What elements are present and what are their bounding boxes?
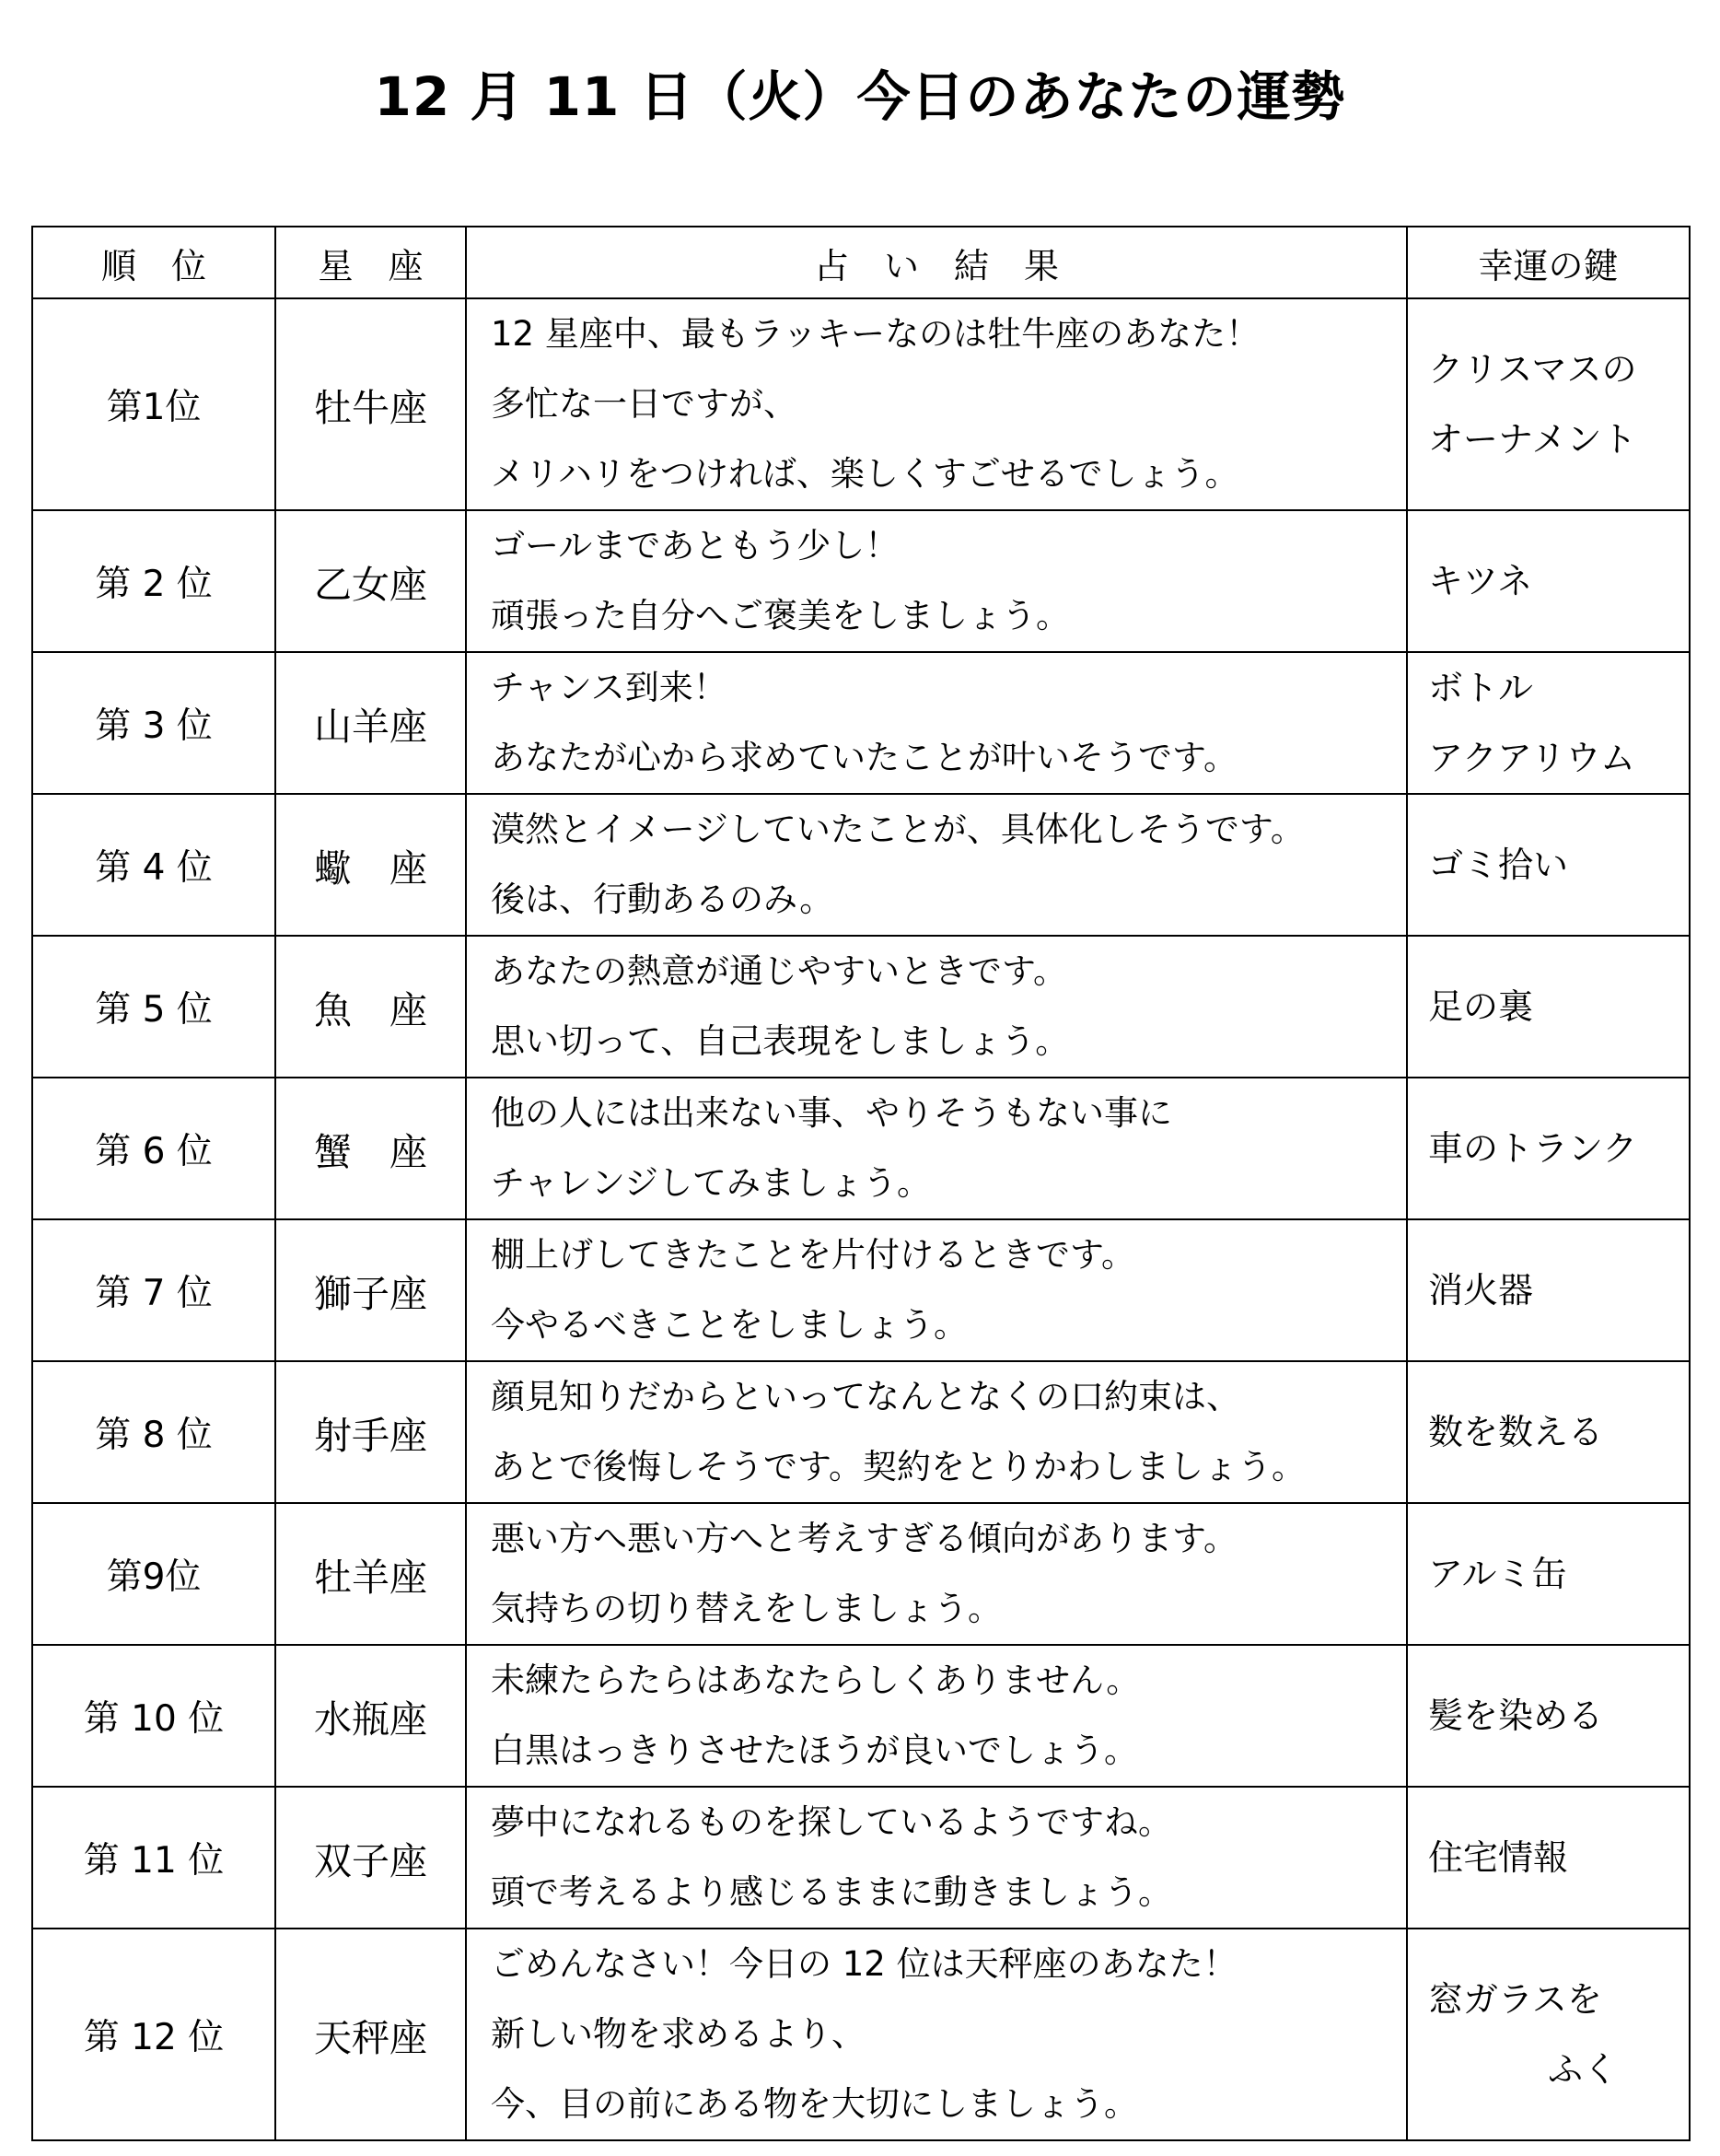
table-row xyxy=(32,652,1690,794)
table-row xyxy=(32,510,1690,652)
fortune-result-line: 多忙な一日ですが、 xyxy=(491,384,797,424)
fortune-result-line: 頑張った自分へご褒美をしましょう。 xyxy=(491,596,1070,635)
rank-cell: 第 4 位 xyxy=(32,794,275,936)
lucky-key-line: ボトル xyxy=(1428,668,1534,708)
fortune-result-cell xyxy=(466,794,1407,936)
fortune-result-line: 他の人には出来ない事、やりそうもない事に xyxy=(491,1093,1172,1133)
zodiac-sign-cell: 蠍 座 xyxy=(275,794,466,936)
lucky-key-line: アクアリウム xyxy=(1428,738,1635,778)
table-row xyxy=(32,1078,1690,1219)
table-row xyxy=(32,1787,1690,1929)
fortune-result-line: 気持ちの切り替えをしましょう。 xyxy=(491,1589,1002,1628)
zodiac-sign-cell: 牡牛座 xyxy=(275,298,466,510)
lucky-key-cell xyxy=(1407,794,1690,936)
rank-cell: 第9位 xyxy=(32,1503,275,1645)
fortune-result-line: 今、目の前にある物を大切にしましょう。 xyxy=(491,2084,1138,2124)
lucky-key-cell xyxy=(1407,1219,1690,1361)
zodiac-sign-cell: 双子座 xyxy=(275,1787,466,1929)
table-row xyxy=(32,1645,1690,1787)
fortune-result-line: 夢中になれるものを探しているようですね。 xyxy=(491,1802,1172,1842)
zodiac-sign-cell: 蟹 座 xyxy=(275,1078,466,1219)
fortune-result-line: 頭で考えるより感じるままに動きましょう。 xyxy=(491,1872,1172,1912)
lucky-key-cell xyxy=(1407,652,1690,794)
lucky-key-line: 窓ガラスを xyxy=(1428,1979,1602,2020)
lucky-key-line: ふく xyxy=(1548,2049,1619,2090)
fortune-result-line: 後は、行動あるのみ。 xyxy=(491,880,834,919)
lucky-key-cell xyxy=(1407,1503,1690,1645)
table-row xyxy=(32,1219,1690,1361)
horoscope-table xyxy=(31,226,1691,2141)
zodiac-sign-cell: 射手座 xyxy=(275,1361,466,1503)
fortune-result-cell xyxy=(466,1219,1407,1361)
lucky-key-line: 住宅情報 xyxy=(1428,1837,1569,1878)
fortune-result-line: 新しい物を求めるより、 xyxy=(491,2014,866,2054)
lucky-key-line: 髪を染める xyxy=(1428,1696,1604,1736)
zodiac-sign-cell: 獅子座 xyxy=(275,1219,466,1361)
rank-cell: 第 2 位 xyxy=(32,510,275,652)
table-row xyxy=(32,1929,1690,2140)
rank-cell: 第 7 位 xyxy=(32,1219,275,1361)
lucky-key-cell xyxy=(1407,1787,1690,1929)
zodiac-sign-cell: 天秤座 xyxy=(275,1929,466,2140)
rank-cell: 第 10 位 xyxy=(32,1645,275,1787)
fortune-result-line: 漠然とイメージしていたことが、具体化しそうです。 xyxy=(491,810,1305,849)
fortune-result-line: メリハリをつければ、楽しくすごせるでしょう。 xyxy=(491,454,1239,494)
fortune-result-line: 悪い方へ悪い方へと考えすぎる傾向があります。 xyxy=(491,1519,1238,1558)
fortune-result-cell xyxy=(466,1503,1407,1645)
zodiac-sign-cell: 山羊座 xyxy=(275,652,466,794)
lucky-key-cell xyxy=(1407,1645,1690,1787)
lucky-key-line: 足の裏 xyxy=(1428,986,1534,1027)
fortune-result-line: ごめんなさい！今日の 12 位は天秤座のあなた！ xyxy=(491,1944,1238,1984)
lucky-key-line: 車のトランク xyxy=(1428,1128,1638,1169)
lucky-key-line: 数を数える xyxy=(1428,1412,1604,1452)
zodiac-sign-cell: 牡羊座 xyxy=(275,1503,466,1645)
zodiac-sign-cell: 乙女座 xyxy=(275,510,466,652)
lucky-key-line: オーナメント xyxy=(1428,419,1637,460)
table-body xyxy=(32,298,1690,2140)
lucky-key-line: クリスマスの xyxy=(1428,349,1637,390)
fortune-result-cell xyxy=(466,1078,1407,1219)
header-rank: 順 位 xyxy=(32,227,275,298)
fortune-result-cell xyxy=(466,298,1407,510)
rank-cell: 第 12 位 xyxy=(32,1929,275,2140)
fortune-result-line: あなたが心から求めていたことが叶いそうです。 xyxy=(491,738,1238,777)
fortune-result-line: ゴールまであともう少し！ xyxy=(491,526,900,565)
fortune-result-line: 12 星座中、最もラッキーなのは牡牛座のあなた！ xyxy=(491,314,1261,354)
fortune-result-cell xyxy=(466,1929,1407,2140)
fortune-result-line: 今やるべきことをしましょう。 xyxy=(491,1305,968,1345)
fortune-result-line: 白黒はっきりさせたほうが良いでしょう。 xyxy=(491,1731,1138,1770)
zodiac-sign-cell: 水瓶座 xyxy=(275,1645,466,1787)
rank-cell: 第1位 xyxy=(32,298,275,510)
rank-cell: 第 6 位 xyxy=(32,1078,275,1219)
fortune-result-cell xyxy=(466,1645,1407,1787)
header-sign: 星 座 xyxy=(275,227,466,298)
fortune-result-line: あとで後悔しそうです。契約をとりかわしましょう。 xyxy=(491,1447,1307,1486)
header-lucky-key: 幸運の鍵 xyxy=(1407,227,1690,298)
fortune-result-line: チャンス到来！ xyxy=(491,668,727,707)
fortune-result-line: 棚上げしてきたことを片付けるときです。 xyxy=(491,1235,1136,1275)
fortune-result-cell xyxy=(466,1787,1407,1929)
fortune-result-line: あなたの熱意が通じやすいときです。 xyxy=(491,951,1068,991)
table-row xyxy=(32,1503,1690,1645)
header-result: 占 い 結 果 xyxy=(466,227,1407,298)
lucky-key-cell xyxy=(1407,1078,1690,1219)
zodiac-sign-cell: 魚 座 xyxy=(275,936,466,1078)
lucky-key-cell xyxy=(1407,298,1690,510)
table-header-row xyxy=(32,227,1690,298)
fortune-result-cell xyxy=(466,936,1407,1078)
fortune-result-cell xyxy=(466,652,1407,794)
rank-cell: 第 8 位 xyxy=(32,1361,275,1503)
rank-cell: 第 11 位 xyxy=(32,1787,275,1929)
rank-cell: 第 5 位 xyxy=(32,936,275,1078)
fortune-result-line: チャレンジしてみましょう。 xyxy=(491,1163,932,1203)
table-row xyxy=(32,298,1690,510)
lucky-key-line: ゴミ拾い xyxy=(1428,845,1569,885)
table-row xyxy=(32,1361,1690,1503)
rank-cell: 第 3 位 xyxy=(32,652,275,794)
lucky-key-line: 消火器 xyxy=(1428,1270,1534,1311)
fortune-result-line: 顔見知りだからといってなんとなくの口約束は、 xyxy=(491,1377,1240,1416)
table-row xyxy=(32,794,1690,936)
lucky-key-cell xyxy=(1407,936,1690,1078)
lucky-key-cell xyxy=(1407,1929,1690,2140)
fortune-result-cell xyxy=(466,510,1407,652)
lucky-key-line: アルミ缶 xyxy=(1428,1554,1567,1594)
fortune-result-cell xyxy=(466,1361,1407,1503)
lucky-key-cell xyxy=(1407,510,1690,652)
table-row xyxy=(32,936,1690,1078)
lucky-key-line: キツネ xyxy=(1428,561,1533,601)
fortune-result-line: 未練たらたらはあなたらしくありません。 xyxy=(491,1661,1141,1700)
page-title: 12 月 11 日（火）今日のあなたの運勢 xyxy=(374,65,1346,128)
fortune-result-line: 思い切って、自己表現をしましょう。 xyxy=(491,1021,1070,1061)
lucky-key-cell xyxy=(1407,1361,1690,1503)
